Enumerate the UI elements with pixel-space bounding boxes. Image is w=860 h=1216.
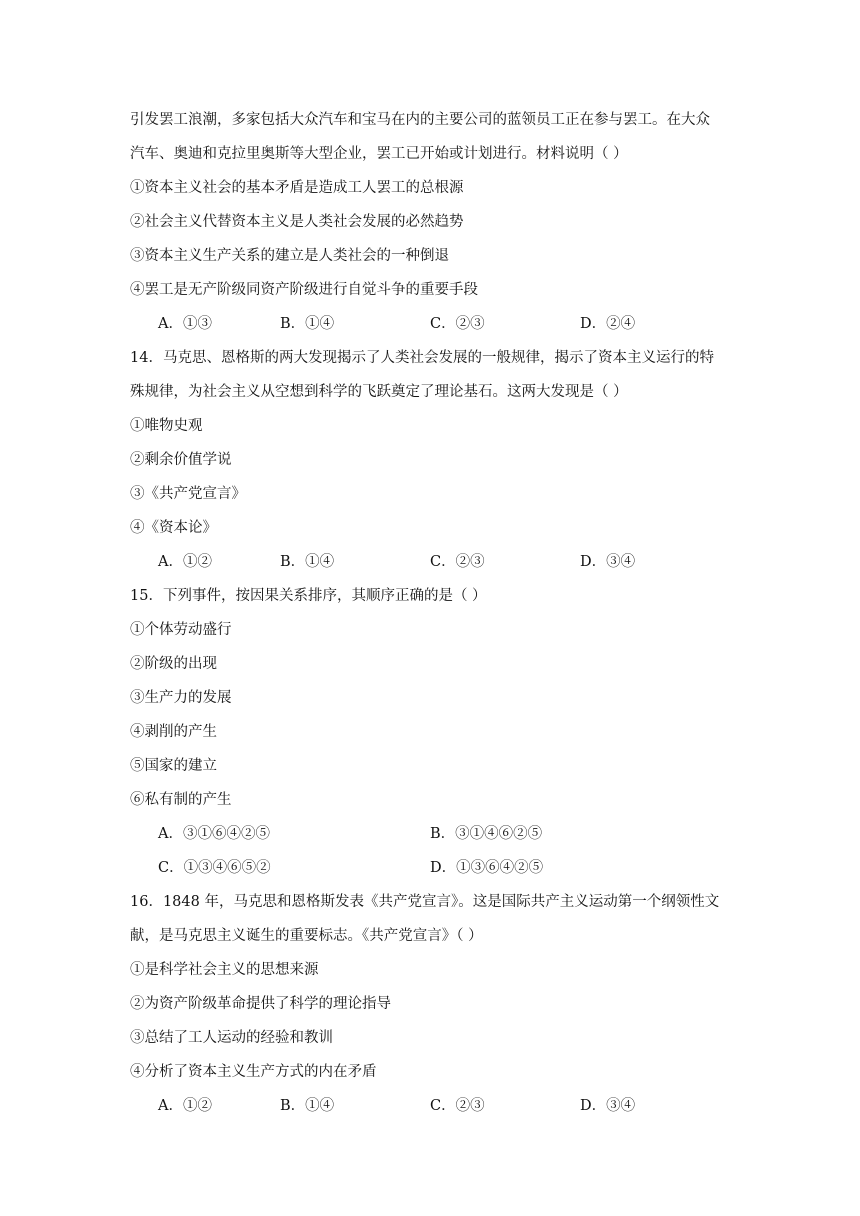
q14-item-2: ②剩余价值学说 <box>130 452 232 468</box>
q16-item-3: ③总结了工人运动的经验和教训 <box>130 1030 333 1046</box>
q15-option-a: A．③①⑥④②⑤ <box>158 826 270 842</box>
q13-item-2: ②社会主义代替资本主义是人类社会发展的必然趋势 <box>130 214 464 230</box>
q15-item-6: ⑥私有制的产生 <box>130 792 232 808</box>
q14-option-b: B．①④ <box>280 554 335 570</box>
q13-option-b: B．①④ <box>280 316 335 332</box>
q15-option-b: B．③①④⑥②⑤ <box>430 826 543 842</box>
q16-item-2: ②为资产阶级革命提供了科学的理论指导 <box>130 996 391 1012</box>
q16-option-d: D．③④ <box>580 1098 636 1114</box>
q14-item-4: ④《资本论》 <box>130 520 217 536</box>
q15-item-1: ①个体劳动盛行 <box>130 622 232 638</box>
q16-item-4: ④分析了资本主义生产方式的内在矛盾 <box>130 1064 377 1080</box>
q15-stem-line1: 15．下列事件，按因果关系排序，其顺序正确的是（ ） <box>130 588 487 604</box>
q14-option-a: A．①② <box>158 554 212 570</box>
q14-option-c: C．②③ <box>430 554 485 570</box>
q13-option-c: C．②③ <box>430 316 485 332</box>
q15-item-2: ②阶级的出现 <box>130 656 217 672</box>
q15-item-4: ④剥削的产生 <box>130 724 217 740</box>
q14-item-3: ③《共产党宣言》 <box>130 486 246 502</box>
q15-item-5: ⑤国家的建立 <box>130 758 217 774</box>
q16-option-b: B．①④ <box>280 1098 335 1114</box>
q13-item-1: ①资本主义社会的基本矛盾是造成工人罢工的总根源 <box>130 180 464 196</box>
q13-option-d: D．②④ <box>580 316 636 332</box>
q14-item-1: ①唯物史观 <box>130 418 203 434</box>
q13-option-a: A．①③ <box>158 316 212 332</box>
q13-item-4: ④罢工是无产阶级同资产阶级进行自觉斗争的重要手段 <box>130 282 478 298</box>
q16-stem-line2: 献，是马克思主义诞生的重要标志。《共产党宣言》（ ） <box>130 928 483 944</box>
q13-stem-line1: 引发罢工浪潮，多家包括大众汽车和宝马在内的主要公司的蓝领员工正在参与罢工。在大众 <box>130 112 710 128</box>
q14-option-d: D．③④ <box>580 554 636 570</box>
q14-stem-line1: 14．马克思、恩格斯的两大发现揭示了人类社会发展的一般规律，揭示了资本主义运行的特 <box>130 350 714 366</box>
q16-option-a: A．①② <box>158 1098 212 1114</box>
q15-item-3: ③生产力的发展 <box>130 690 232 706</box>
q16-item-1: ①是科学社会主义的思想来源 <box>130 962 319 978</box>
q13-stem-line2: 汽车、奥迪和克拉里奥斯等大型企业，罢工已开始或计划进行。材料说明（ ） <box>130 146 628 162</box>
q13-item-3: ③资本主义生产关系的建立是人类社会的一种倒退 <box>130 248 449 264</box>
q15-option-d: D．①③⑥④②⑤ <box>430 860 544 876</box>
q15-option-c: C．①③④⑥⑤② <box>158 860 271 876</box>
q16-stem-line1: 16．1848 年，马克思和恩格斯发表《共产党宣言》。这是国际共产主义运动第一个纲领性文 <box>130 894 720 910</box>
q14-stem-line2: 殊规律，为社会主义从空想到科学的飞跃奠定了理论基石。这两大发现是（ ） <box>130 384 628 400</box>
q16-option-c: C．②③ <box>430 1098 485 1114</box>
